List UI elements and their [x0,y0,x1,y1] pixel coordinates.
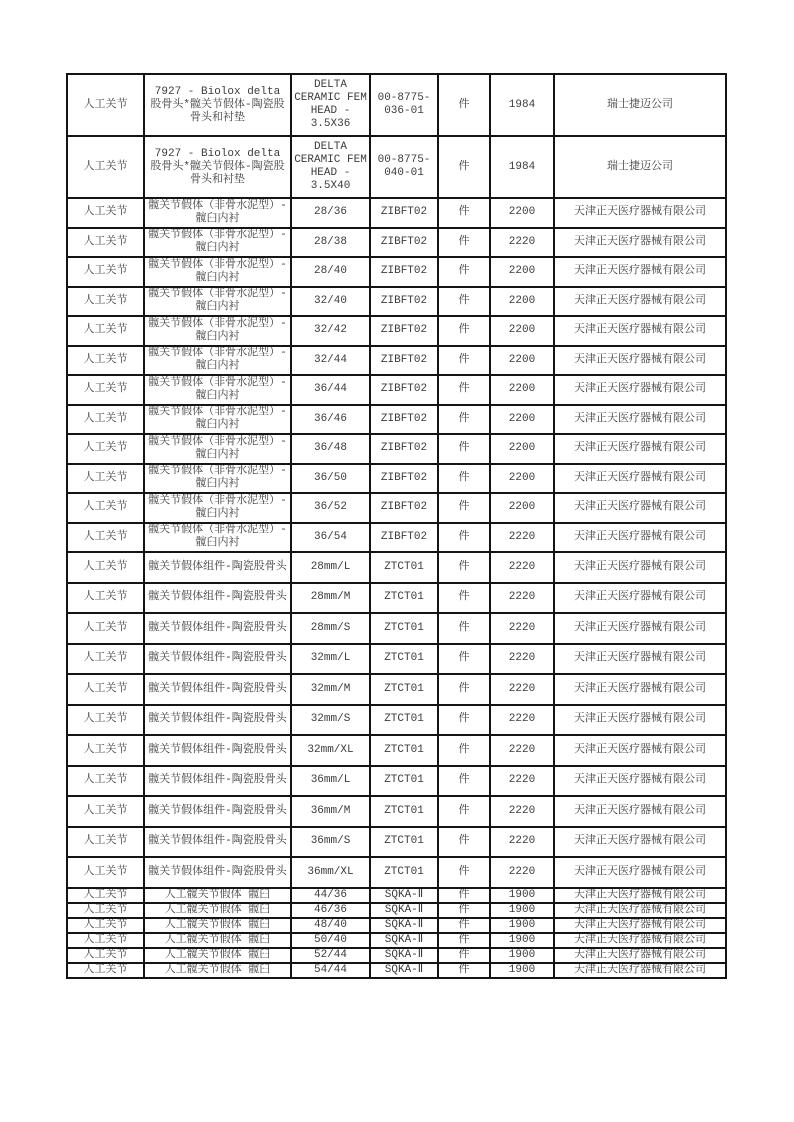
cell-spec: 52/44 [291,948,370,963]
cell-unit: 件 [438,766,490,797]
cell-unit: 件 [438,74,490,136]
cell-company: 天津正天医疗器械有限公司 [554,464,726,494]
cell-category: 人工关节 [67,735,144,766]
table-row [67,827,726,858]
table-row [67,464,726,494]
price-table-body [67,74,726,978]
cell-price: 1900 [490,933,554,948]
cell-price: 2220 [490,705,554,736]
cell-spec: 32mm/L [291,644,370,675]
cell-unit: 件 [438,136,490,198]
table-row [67,644,726,675]
cell-company: 天津正天医疗器械有限公司 [554,918,726,933]
cell-category: 人工关节 [67,523,144,553]
table-row [67,257,726,287]
cell-unit: 件 [438,735,490,766]
cell-product-code: ZTCT01 [370,796,438,827]
cell-product-code: SQKA-Ⅱ [370,933,438,948]
cell-product-code: ZTCT01 [370,674,438,705]
cell-unit: 件 [438,796,490,827]
table-row [67,74,726,136]
table-row [67,493,726,523]
table-row [67,888,726,903]
cell-product-name: 髋关节假体（非骨水泥型）-髋臼内衬 [144,346,291,376]
cell-spec: 36/44 [291,375,370,405]
cell-unit: 件 [438,198,490,228]
cell-unit: 件 [438,346,490,376]
cell-price: 1900 [490,963,554,978]
cell-product-code: ZIBFT02 [370,493,438,523]
cell-spec: 36mm/XL [291,857,370,888]
table-row [67,857,726,888]
cell-category: 人工关节 [67,198,144,228]
cell-product-name: 髋关节假体（非骨水泥型）-髋臼内衬 [144,257,291,287]
cell-spec: DELTA CERAMIC FEM HEAD - 3.5X40 [291,136,370,198]
cell-product-code: ZTCT01 [370,827,438,858]
cell-price: 1900 [490,918,554,933]
cell-spec: 48/40 [291,918,370,933]
cell-product-code: ZIBFT02 [370,405,438,435]
cell-product-name: 人工髋关节假体 髋臼 [144,963,291,978]
cell-company: 天津正天医疗器械有限公司 [554,375,726,405]
cell-category: 人工关节 [67,674,144,705]
cell-company: 天津正天医疗器械有限公司 [554,827,726,858]
cell-unit: 件 [438,228,490,258]
cell-spec: 36/52 [291,493,370,523]
cell-price: 1984 [490,74,554,136]
cell-company: 天津正天医疗器械有限公司 [554,405,726,435]
cell-spec: 28mm/M [291,583,370,614]
cell-product-code: 00-8775-036-01 [370,74,438,136]
cell-product-name: 髋关节假体组件-陶瓷股骨头 [144,644,291,675]
cell-product-name: 髋关节假体（非骨水泥型）-髋臼内衬 [144,493,291,523]
cell-price: 1984 [490,136,554,198]
cell-product-code: ZTCT01 [370,857,438,888]
cell-price: 2220 [490,552,554,583]
cell-product-name: 髋关节假体组件-陶瓷股骨头 [144,552,291,583]
table-row [67,613,726,644]
table-row [67,198,726,228]
cell-price: 2200 [490,434,554,464]
cell-category: 人工关节 [67,552,144,583]
cell-product-code: ZIBFT02 [370,434,438,464]
cell-unit: 件 [438,257,490,287]
cell-spec: 32mm/XL [291,735,370,766]
cell-product-name: 髋关节假体组件-陶瓷股骨头 [144,857,291,888]
cell-price: 2220 [490,644,554,675]
cell-company: 瑞士捷迈公司 [554,136,726,198]
price-table [66,73,727,979]
table-row [67,963,726,978]
cell-company: 天津正天医疗器械有限公司 [554,888,726,903]
cell-price: 2220 [490,857,554,888]
cell-company: 天津正天医疗器械有限公司 [554,766,726,797]
cell-unit: 件 [438,644,490,675]
cell-unit: 件 [438,613,490,644]
table-row [67,674,726,705]
cell-product-code: ZTCT01 [370,735,438,766]
cell-product-name: 髋关节假体（非骨水泥型）-髋臼内衬 [144,228,291,258]
cell-company: 天津正天医疗器械有限公司 [554,583,726,614]
table-row [67,948,726,963]
cell-unit: 件 [438,316,490,346]
cell-spec: 32mm/S [291,705,370,736]
cell-spec: 36/50 [291,464,370,494]
cell-spec: 28mm/S [291,613,370,644]
cell-category: 人工关节 [67,613,144,644]
cell-unit: 件 [438,523,490,553]
cell-category: 人工关节 [67,948,144,963]
cell-product-name: 髋关节假体组件-陶瓷股骨头 [144,613,291,644]
cell-spec: 32/40 [291,287,370,317]
cell-price: 2200 [490,405,554,435]
cell-product-name: 髋关节假体（非骨水泥型）-髋臼内衬 [144,405,291,435]
cell-unit: 件 [438,552,490,583]
cell-company: 天津正天医疗器械有限公司 [554,198,726,228]
cell-company: 天津正天医疗器械有限公司 [554,287,726,317]
cell-unit: 件 [438,888,490,903]
cell-category: 人工关节 [67,705,144,736]
cell-category: 人工关节 [67,228,144,258]
cell-product-code: SQKA-Ⅱ [370,903,438,918]
cell-spec: 44/36 [291,888,370,903]
table-row [67,434,726,464]
cell-unit: 件 [438,405,490,435]
cell-category: 人工关节 [67,346,144,376]
cell-product-name: 人工髋关节假体 髋臼 [144,888,291,903]
cell-price: 2220 [490,796,554,827]
cell-category: 人工关节 [67,375,144,405]
cell-category: 人工关节 [67,287,144,317]
cell-product-name: 髋关节假体（非骨水泥型）-髋臼内衬 [144,375,291,405]
cell-spec: 36/48 [291,434,370,464]
cell-price: 2200 [490,198,554,228]
cell-price: 2200 [490,493,554,523]
cell-unit: 件 [438,857,490,888]
cell-product-name: 髋关节假体组件-陶瓷股骨头 [144,705,291,736]
cell-company: 天津正天医疗器械有限公司 [554,613,726,644]
cell-product-name: 髋关节假体组件-陶瓷股骨头 [144,583,291,614]
cell-unit: 件 [438,434,490,464]
cell-price: 2200 [490,287,554,317]
cell-product-name: 髋关节假体组件-陶瓷股骨头 [144,674,291,705]
table-row [67,552,726,583]
cell-price: 2220 [490,827,554,858]
cell-product-code: ZTCT01 [370,644,438,675]
cell-price: 1900 [490,888,554,903]
cell-unit: 件 [438,933,490,948]
cell-unit: 件 [438,948,490,963]
cell-company: 天津正天医疗器械有限公司 [554,228,726,258]
cell-category: 人工关节 [67,963,144,978]
table-row [67,705,726,736]
cell-spec: 36/54 [291,523,370,553]
cell-company: 天津正天医疗器械有限公司 [554,523,726,553]
cell-price: 2220 [490,735,554,766]
cell-spec: 50/40 [291,933,370,948]
table-row [67,766,726,797]
cell-company: 天津正天医疗器械有限公司 [554,493,726,523]
cell-spec: 36mm/M [291,796,370,827]
cell-company: 天津正天医疗器械有限公司 [554,674,726,705]
cell-unit: 件 [438,464,490,494]
table-row [67,228,726,258]
cell-unit: 件 [438,827,490,858]
cell-category: 人工关节 [67,933,144,948]
cell-price: 2200 [490,346,554,376]
cell-product-code: SQKA-Ⅱ [370,963,438,978]
cell-product-code: ZIBFT02 [370,346,438,376]
cell-price: 2200 [490,257,554,287]
cell-product-code: SQKA-Ⅱ [370,918,438,933]
table-row [67,316,726,346]
cell-company: 天津正天医疗器械有限公司 [554,933,726,948]
cell-product-code: ZIBFT02 [370,228,438,258]
cell-spec: 36/46 [291,405,370,435]
cell-unit: 件 [438,375,490,405]
cell-spec: 28/36 [291,198,370,228]
cell-company: 天津正天医疗器械有限公司 [554,705,726,736]
cell-company: 天津正天医疗器械有限公司 [554,257,726,287]
cell-company: 天津正天医疗器械有限公司 [554,552,726,583]
cell-spec: 46/36 [291,903,370,918]
cell-product-code: ZTCT01 [370,613,438,644]
cell-product-code: ZIBFT02 [370,523,438,553]
cell-product-name: 髋关节假体（非骨水泥型）-髋臼内衬 [144,198,291,228]
cell-category: 人工关节 [67,857,144,888]
cell-spec: 28mm/L [291,552,370,583]
cell-spec: 32/44 [291,346,370,376]
cell-company: 瑞士捷迈公司 [554,74,726,136]
cell-price: 2200 [490,375,554,405]
cell-category: 人工关节 [67,888,144,903]
cell-category: 人工关节 [67,493,144,523]
cell-unit: 件 [438,674,490,705]
cell-product-code: SQKA-Ⅱ [370,948,438,963]
cell-product-name: 人工髋关节假体 髋臼 [144,948,291,963]
cell-unit: 件 [438,963,490,978]
cell-company: 天津正天医疗器械有限公司 [554,857,726,888]
cell-product-code: ZIBFT02 [370,287,438,317]
cell-product-name: 人工髋关节假体 髋臼 [144,918,291,933]
cell-product-name: 髋关节假体（非骨水泥型）-髋臼内衬 [144,287,291,317]
cell-category: 人工关节 [67,257,144,287]
cell-company: 天津正天医疗器械有限公司 [554,644,726,675]
cell-product-code: ZTCT01 [370,705,438,736]
cell-company: 天津正天医疗器械有限公司 [554,735,726,766]
table-row [67,583,726,614]
cell-category: 人工关节 [67,74,144,136]
table-row [67,523,726,553]
cell-product-name: 髋关节假体（非骨水泥型）-髋臼内衬 [144,523,291,553]
cell-category: 人工关节 [67,644,144,675]
cell-product-name: 髋关节假体（非骨水泥型）-髋臼内衬 [144,316,291,346]
cell-unit: 件 [438,583,490,614]
cell-spec: DELTA CERAMIC FEM HEAD - 3.5X36 [291,74,370,136]
cell-category: 人工关节 [67,136,144,198]
cell-category: 人工关节 [67,405,144,435]
cell-product-code: ZTCT01 [370,552,438,583]
cell-price: 1900 [490,903,554,918]
cell-category: 人工关节 [67,766,144,797]
cell-company: 天津正天医疗器械有限公司 [554,434,726,464]
cell-product-name: 人工髋关节假体 髋臼 [144,933,291,948]
cell-product-name: 7927 - Biolox delta 股骨头*髋关节假体-陶瓷股骨头和衬垫 [144,136,291,198]
cell-company: 天津正天医疗器械有限公司 [554,796,726,827]
cell-product-name: 人工髋关节假体 髋臼 [144,903,291,918]
cell-price: 2220 [490,523,554,553]
cell-product-code: ZIBFT02 [370,375,438,405]
cell-category: 人工关节 [67,464,144,494]
table-row [67,933,726,948]
cell-price: 2220 [490,674,554,705]
cell-price: 2220 [490,228,554,258]
cell-price: 1900 [490,948,554,963]
cell-unit: 件 [438,705,490,736]
cell-price: 2200 [490,464,554,494]
cell-company: 天津正天医疗器械有限公司 [554,903,726,918]
cell-category: 人工关节 [67,903,144,918]
cell-product-name: 髋关节假体组件-陶瓷股骨头 [144,735,291,766]
cell-category: 人工关节 [67,827,144,858]
cell-spec: 28/38 [291,228,370,258]
cell-price: 2200 [490,316,554,346]
cell-product-name: 髋关节假体（非骨水泥型）-髋臼内衬 [144,434,291,464]
table-row [67,918,726,933]
cell-category: 人工关节 [67,316,144,346]
cell-product-code: ZTCT01 [370,766,438,797]
cell-company: 天津正天医疗器械有限公司 [554,316,726,346]
cell-product-code: 00-8775-040-01 [370,136,438,198]
cell-company: 天津正天医疗器械有限公司 [554,963,726,978]
table-row [67,735,726,766]
cell-product-name: 髋关节假体组件-陶瓷股骨头 [144,766,291,797]
table-row [67,136,726,198]
table-row [67,796,726,827]
cell-price: 2220 [490,766,554,797]
cell-unit: 件 [438,287,490,317]
table-row [67,287,726,317]
cell-category: 人工关节 [67,583,144,614]
cell-spec: 32mm/M [291,674,370,705]
cell-product-name: 髋关节假体组件-陶瓷股骨头 [144,796,291,827]
cell-company: 天津正天医疗器械有限公司 [554,346,726,376]
cell-product-name: 髋关节假体（非骨水泥型）-髋臼内衬 [144,464,291,494]
cell-unit: 件 [438,918,490,933]
cell-category: 人工关节 [67,796,144,827]
table-row [67,375,726,405]
cell-product-name: 7927 - Biolox delta 股骨头*髋关节假体-陶瓷股骨头和衬垫 [144,74,291,136]
cell-product-name: 髋关节假体组件-陶瓷股骨头 [144,827,291,858]
cell-company: 天津正天医疗器械有限公司 [554,948,726,963]
table-row [67,405,726,435]
cell-product-code: ZTCT01 [370,583,438,614]
cell-product-code: SQKA-Ⅱ [370,888,438,903]
cell-product-code: ZIBFT02 [370,464,438,494]
cell-spec: 28/40 [291,257,370,287]
cell-unit: 件 [438,493,490,523]
table-row [67,346,726,376]
cell-price: 2220 [490,613,554,644]
table-row [67,903,726,918]
cell-product-code: ZIBFT02 [370,257,438,287]
cell-product-code: ZIBFT02 [370,198,438,228]
cell-spec: 32/42 [291,316,370,346]
cell-unit: 件 [438,903,490,918]
cell-spec: 36mm/L [291,766,370,797]
cell-category: 人工关节 [67,918,144,933]
cell-category: 人工关节 [67,434,144,464]
cell-spec: 36mm/S [291,827,370,858]
cell-price: 2220 [490,583,554,614]
cell-spec: 54/44 [291,963,370,978]
cell-product-code: ZIBFT02 [370,316,438,346]
